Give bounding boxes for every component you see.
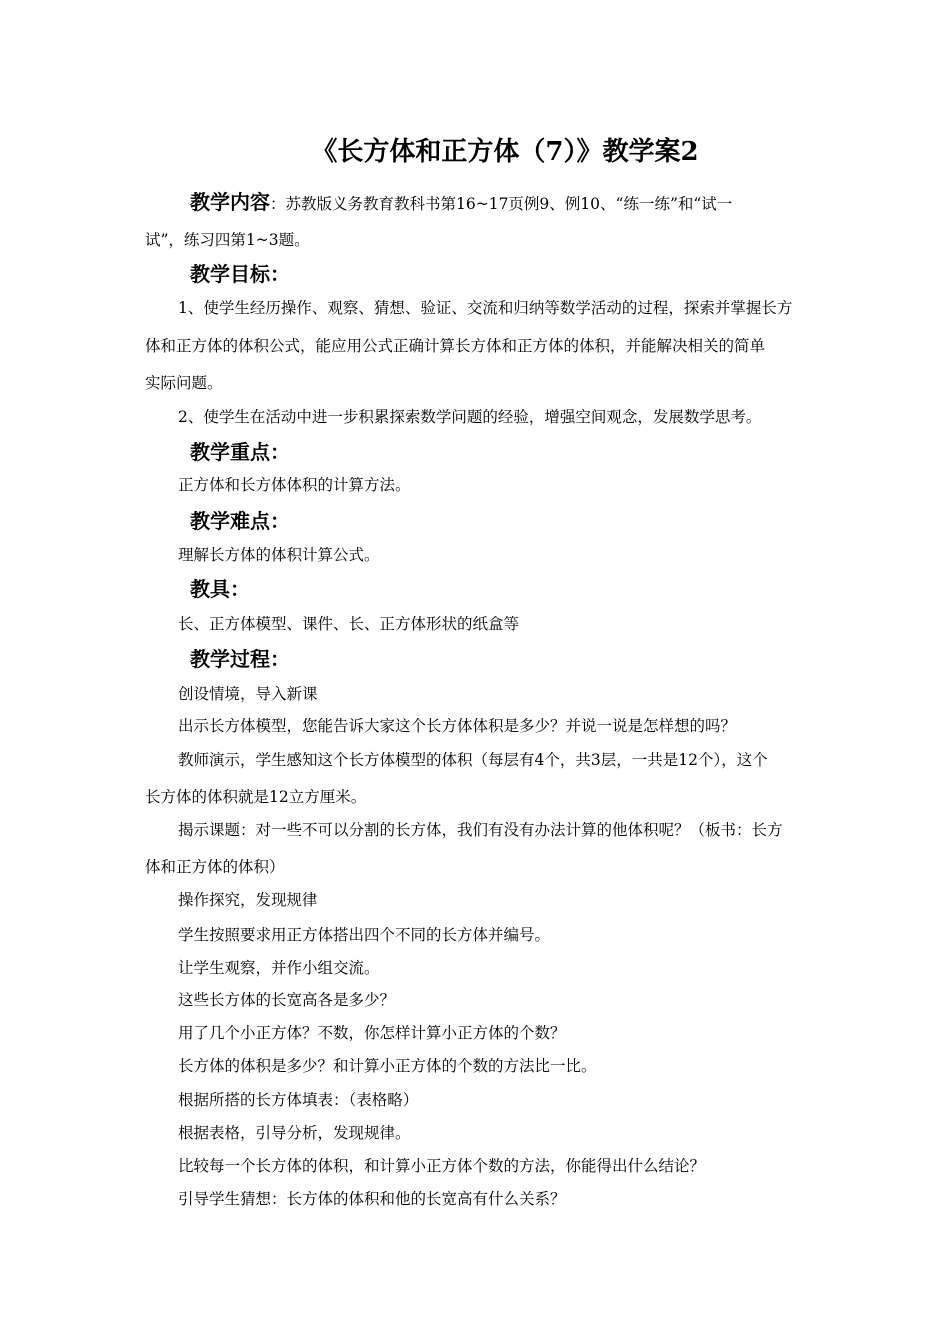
tools-heading: 教具： bbox=[190, 577, 250, 601]
tools-text: 长、正方体模型、课件、长、正方体形状的纸盒等 bbox=[178, 615, 520, 633]
content-paragraph-line-1 bbox=[190, 186, 732, 215]
process-line: 操作探究，发现规律 bbox=[178, 891, 318, 909]
process-line: 体和正方体的体积） bbox=[145, 858, 285, 876]
process-line: 比较每一个长方体的体积，和计算小正方体个数的方法，你能得出什么结论？ bbox=[178, 1157, 706, 1175]
key-points-text: 正方体和长方体体积的计算方法。 bbox=[178, 476, 411, 494]
goals-line: 体和正方体的体积公式，能应用公式正确计算长方体和正方体的体积，并能解决相关的简单 bbox=[145, 337, 766, 355]
process-line: 创设情境，导入新课 bbox=[178, 685, 318, 703]
process-line: 揭示课题：对一些不可以分割的长方体，我们有没有办法计算的他体积呢？（板书：长方 bbox=[178, 821, 783, 839]
process-line: 根据表格，引导分析，发现规律。 bbox=[178, 1124, 411, 1142]
process-line: 让学生观察，并作小组交流。 bbox=[178, 959, 380, 977]
process-line: 学生按照要求用正方体搭出四个不同的长方体并编号。 bbox=[178, 926, 551, 944]
goals-line: 实际问题。 bbox=[145, 374, 223, 392]
document-title: 《长方体和正方体（7）》教学案2 bbox=[311, 137, 699, 167]
content-text-1: ：苏教版义务教育教科书第16~17页例9、例10、“练一练”和“试一 bbox=[270, 195, 733, 213]
process-line: 教师演示，学生感知这个长方体模型的体积（每层有4个，共3层，一共是12个），这个 bbox=[178, 751, 768, 769]
process-line: 这些长方体的长宽高各是多少？ bbox=[178, 991, 396, 1009]
content-heading: 教学内容 bbox=[190, 190, 270, 214]
goals-line: 2、使学生在活动中进一步积累探索数学问题的经验，增强空间观念，发展数学思考。 bbox=[178, 408, 762, 426]
process-line: 长方体的体积就是12立方厘米。 bbox=[145, 788, 367, 806]
process-line: 长方体的体积是多少？和计算小正方体的个数的方法比一比。 bbox=[178, 1057, 597, 1075]
key-points-heading: 教学重点： bbox=[190, 440, 290, 464]
content-text-2: 试”，练习四第1~3题。 bbox=[145, 231, 310, 249]
process-line: 用了几个小正方体？不数，你怎样计算小正方体的个数？ bbox=[178, 1024, 566, 1042]
process-heading: 教学过程： bbox=[190, 647, 290, 671]
process-line: 根据所搭的长方体填表：（表格略） bbox=[178, 1091, 419, 1109]
difficulties-text: 理解长方体的体积计算公式。 bbox=[178, 546, 380, 564]
goals-heading: 教学目标： bbox=[190, 262, 290, 286]
goals-line: 1、使学生经历操作、观察、猜想、验证、交流和归纳等数学活动的过程，探索并掌握长方 bbox=[178, 299, 793, 317]
difficulties-heading: 教学难点： bbox=[190, 509, 290, 533]
document-page bbox=[145, 0, 810, 1344]
process-line: 出示长方体模型，您能告诉大家这个长方体体积是多少？并说一说是怎样想的吗？ bbox=[178, 717, 737, 735]
process-line: 引导学生猜想：长方体的体积和他的长宽高有什么关系？ bbox=[178, 1190, 566, 1208]
